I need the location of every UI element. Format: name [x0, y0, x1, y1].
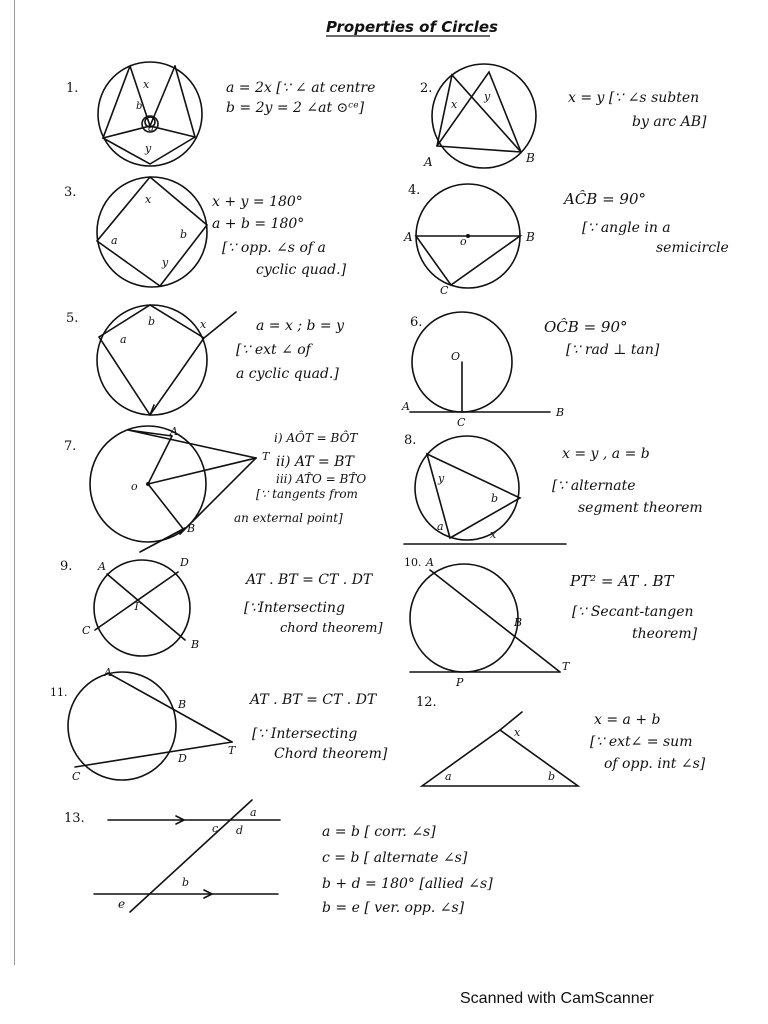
- fig8-label-b: b: [491, 492, 499, 505]
- fig13-label-d: d: [236, 824, 244, 837]
- fig13-label-e: e: [118, 897, 126, 911]
- item-number-2: 2.: [420, 81, 433, 96]
- fig4-label-o: o: [460, 235, 467, 248]
- fig2-label-A: A: [424, 155, 433, 169]
- text-3c: [∵ opp. ∠s of a: [222, 240, 326, 256]
- text-6a: OĈB = 90°: [544, 318, 628, 336]
- figure-5: [97, 305, 236, 415]
- text-4a: AĈB = 90°: [564, 190, 647, 208]
- text-1b: b = 2y = 2 ∠at ⊙ᶜᵉ]: [226, 100, 365, 116]
- fig3-label-x: x: [145, 193, 152, 206]
- fig11-label-T: T: [228, 744, 236, 757]
- fig12-label-a: a: [445, 770, 452, 783]
- fig6-label-O: O: [451, 350, 461, 363]
- fig7-label-O: o: [131, 480, 138, 493]
- fig4-label-A: A: [404, 230, 413, 244]
- fig5-label-x: x: [200, 318, 207, 331]
- text-8c: segment theorem: [578, 500, 703, 516]
- fig12-label-x: x: [514, 726, 521, 739]
- text-5c: a cyclic quad.]: [236, 366, 339, 382]
- fig12-label-b: b: [548, 770, 556, 783]
- fig6-label-A: A: [402, 400, 410, 413]
- fig8-label-a: a: [437, 520, 444, 533]
- item-number-11: 11.: [50, 686, 68, 699]
- fig4-label-B: B: [526, 230, 535, 244]
- fig11-label-B: B: [178, 698, 187, 711]
- fig9-label-T: T: [133, 600, 141, 613]
- fig6-label-B: B: [556, 406, 565, 419]
- text-11b: [∵ Intersecting: [252, 726, 358, 742]
- figure-11: [68, 672, 232, 780]
- figure-4: [416, 184, 520, 288]
- text-6b: [∵ rad ⊥ tan]: [566, 342, 660, 358]
- fig13-label-c: c: [212, 822, 219, 835]
- text-12c: of opp. int ∠s]: [604, 756, 706, 772]
- text-11c: Chord theorem]: [274, 746, 388, 762]
- item-number-3: 3.: [64, 185, 77, 200]
- fig2-label-B: B: [526, 151, 535, 165]
- fig1-label-x: x: [143, 78, 150, 91]
- figure-7: [90, 426, 256, 552]
- figure-3: [97, 177, 207, 287]
- item-number-4: 4.: [408, 183, 421, 198]
- fig9-label-A: A: [98, 560, 106, 573]
- text-10c: theorem]: [632, 626, 698, 642]
- text-1a: a = 2x [∵ ∠ at centre: [226, 80, 376, 96]
- text-2a: x = y [∵ ∠s subten: [568, 90, 700, 106]
- fig11-label-C: C: [72, 770, 81, 783]
- text-3d: cyclic quad.]: [256, 262, 347, 278]
- figure-2: [432, 64, 536, 168]
- fig3-label-b: b: [180, 228, 188, 241]
- text-3b: a + b = 180°: [212, 216, 305, 232]
- text-10a: PT² = AT . BT: [570, 572, 674, 590]
- fig8-label-y: y: [438, 472, 445, 485]
- fig3-label-a: a: [111, 234, 118, 247]
- text-13c: b + d = 180° [allied ∠s]: [322, 876, 493, 892]
- fig13-label-b: b: [182, 876, 190, 889]
- text-7e: an external point]: [234, 511, 343, 525]
- text-12b: [∵ ext∠ = sum: [590, 734, 693, 750]
- item-number-7: 7.: [64, 439, 77, 454]
- fig5-label-a: a: [120, 333, 127, 346]
- text-7d: [∵ tangents from: [256, 487, 358, 501]
- text-5a: a = x ; b = y: [256, 318, 344, 334]
- text-12a: x = a + b: [594, 712, 661, 728]
- fig10-label-T: T: [562, 660, 570, 673]
- item-number-5: 5.: [66, 311, 79, 326]
- item-number-13: 13.: [64, 811, 85, 826]
- text-8b: [∵ alternate: [552, 478, 636, 494]
- figure-6: [410, 312, 550, 412]
- item-number-1: 1.: [66, 81, 79, 96]
- fig2-label-x: x: [451, 98, 458, 111]
- fig7-label-T: T: [262, 450, 270, 463]
- text-5b: [∵ ext ∠ of: [236, 342, 311, 358]
- text-10b: [∵ Secant-tangen: [572, 604, 694, 620]
- fig6-label-C: C: [457, 416, 466, 429]
- item-number-6: 6.: [410, 315, 423, 330]
- text-4b: [∵ angle in a: [582, 220, 671, 236]
- fig7-label-A: A: [170, 425, 178, 438]
- text-2b: by arc AB]: [632, 114, 707, 130]
- fig9-label-B: B: [191, 638, 200, 651]
- text-7a: i) AÔT = BÔT: [274, 431, 358, 445]
- item-number-12: 12.: [416, 695, 437, 710]
- fig9-label-D: D: [180, 556, 189, 569]
- text-4c: semicircle: [656, 240, 729, 256]
- text-9c: chord theorem]: [280, 621, 383, 636]
- fig7-label-B: B: [187, 522, 196, 535]
- text-7b: ii) AT = BT: [276, 454, 354, 470]
- fig9-label-C: C: [82, 624, 91, 637]
- fig5-label-b: b: [148, 315, 156, 328]
- fig2-label-y: y: [484, 90, 491, 103]
- fig11-label-A: A: [104, 666, 112, 679]
- fig11-label-D: D: [178, 752, 187, 765]
- fig4-label-C: C: [440, 284, 449, 297]
- text-11a: AT . BT = CT . DT: [250, 692, 377, 708]
- text-9a: AT . BT = CT . DT: [246, 572, 373, 588]
- text-7c: iii) AT̂O = BT̂O: [276, 472, 367, 486]
- fig1-label-a: a: [148, 123, 154, 134]
- item-number-9: 9.: [60, 559, 73, 574]
- scanner-footer: Scanned with CamScanner: [460, 990, 654, 1007]
- figure-8: [404, 436, 566, 544]
- fig13-label-a: a: [250, 806, 257, 819]
- text-13b: c = b [ alternate ∠s]: [322, 850, 468, 866]
- fig1-label-y: y: [145, 142, 152, 155]
- text-13a: a = b [ corr. ∠s]: [322, 824, 436, 840]
- fig3-label-y: y: [162, 256, 169, 269]
- text-13d: b = e [ ver. opp. ∠s]: [322, 900, 465, 916]
- fig10-label-B: B: [514, 616, 523, 629]
- text-8a: x = y , a = b: [562, 446, 650, 462]
- text-3a: x + y = 180°: [212, 194, 303, 210]
- item-number-10: 10.: [404, 556, 422, 569]
- figure-10: [410, 564, 560, 672]
- page-title: Properties of Circles: [326, 18, 498, 36]
- figure-9: [94, 560, 190, 656]
- text-9b: [∵Intersecting: [244, 600, 345, 616]
- fig8-label-x: x: [490, 528, 497, 541]
- item-number-8: 8.: [404, 433, 417, 448]
- fig1-label-b: b: [136, 101, 143, 112]
- fig10-label-A: A: [426, 556, 434, 569]
- fig10-label-P: P: [456, 676, 464, 689]
